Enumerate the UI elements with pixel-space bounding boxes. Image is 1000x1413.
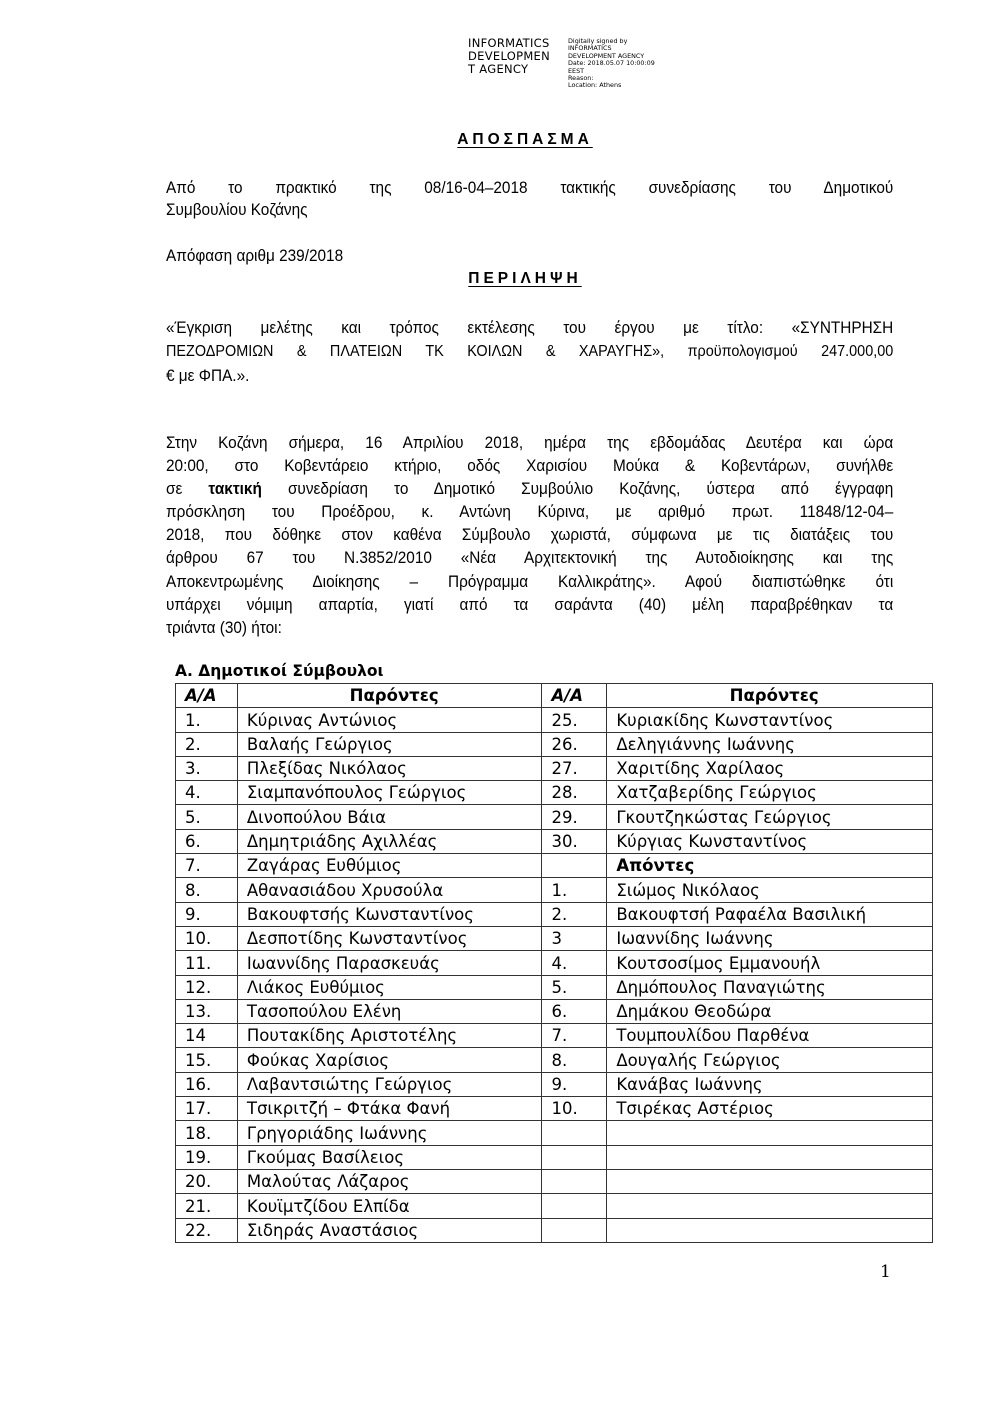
member-name: Κανάβας Ιωάννης <box>607 1072 933 1096</box>
member-name: Κύρινας Αντώνιος <box>237 708 542 732</box>
section-title: Α. Δημοτικοί Σύμβουλοι <box>175 662 384 680</box>
row-number: 6. <box>176 829 238 853</box>
member-name: Λιάκος Ευθύμιος <box>237 975 542 999</box>
row-number: 28. <box>542 781 607 805</box>
table-row <box>176 854 933 878</box>
row-number <box>542 1121 607 1145</box>
table-row <box>176 829 933 853</box>
council-members-table <box>175 683 933 1243</box>
table-row <box>176 926 933 950</box>
table-header-row <box>176 684 933 708</box>
member-name: Κουϊμτζίδου Ελπίδα <box>237 1194 542 1218</box>
document-heading: ΑΠΟΣΠΑΣΜΑ <box>457 131 593 148</box>
table-row <box>176 1048 933 1072</box>
row-number: 21. <box>176 1194 238 1218</box>
table-row <box>176 951 933 975</box>
member-name: Τουμπουλίδου Παρθένα <box>607 1024 933 1048</box>
member-name: Δημάκου Θεοδώρα <box>607 999 933 1023</box>
table-row <box>176 1169 933 1193</box>
row-number: 12. <box>176 975 238 999</box>
table-row <box>176 975 933 999</box>
table-row <box>176 1194 933 1218</box>
member-name <box>607 1169 933 1193</box>
intro-paragraph: Από το πρακτικό της 08/16-04–2018 τακτικής συνεδρίασης του Δημοτικού Συμβουλίου Κοζάνης <box>166 179 894 219</box>
member-name: Μαλούτας Λάζαρος <box>237 1169 542 1193</box>
absent-heading: Απόντες <box>607 854 933 878</box>
header-present: Παρόντες <box>237 684 542 708</box>
row-number: 9. <box>176 902 238 926</box>
row-number: 6. <box>542 999 607 1023</box>
row-number: 5. <box>542 975 607 999</box>
row-number: 27. <box>542 756 607 780</box>
row-number: 3. <box>176 756 238 780</box>
row-number: 8. <box>542 1048 607 1072</box>
member-name: Ιωαννίδης Παρασκευάς <box>237 951 542 975</box>
table-row <box>176 1121 933 1145</box>
member-name: Δεσποτίδης Κωνσταντίνος <box>237 926 542 950</box>
member-name: Κουτσοσίμος Εμμανουήλ <box>607 951 933 975</box>
summary-paragraph: «Έγκριση μελέτης και τρόπος εκτέλεσης του έργου με τίτλο: «ΣΥΝΤΗΡΗΣΗ ΠΕΖΟΔΡΟΜΙΩΝ & ΠΛΑΤΕΙΩΝ ΤΚ ΚΟΙΛΩΝ & ΧΑΡΑΥΓΗΣ», προϋπολογισμού 247.000,00 € με ΦΠΑ.». <box>166 319 894 385</box>
row-number: 2. <box>176 732 238 756</box>
member-name <box>607 1194 933 1218</box>
row-number: 2. <box>542 902 607 926</box>
member-name: Χατζαβερίδης Γεώργιος <box>607 781 933 805</box>
row-number: 13. <box>176 999 238 1023</box>
page-number: 1 <box>880 1262 891 1282</box>
decision-number: Απόφαση αριθμ 239/2018 <box>166 247 344 265</box>
member-name: Σιδηράς Αναστάσιος <box>237 1218 542 1242</box>
row-number <box>542 1145 607 1169</box>
table-row <box>176 708 933 732</box>
member-name: Λαβαντσιώτης Γεώργιος <box>237 1072 542 1096</box>
row-number: 7. <box>176 854 238 878</box>
member-name <box>607 1218 933 1242</box>
row-number: 14 <box>176 1024 238 1048</box>
header-number: Α/Α <box>176 684 238 708</box>
member-name: Δημητριάδης Αχιλλέας <box>237 829 542 853</box>
row-number: 3 <box>542 926 607 950</box>
row-number: 4. <box>542 951 607 975</box>
row-number: 19. <box>176 1145 238 1169</box>
row-number <box>542 854 607 878</box>
row-number: 4. <box>176 781 238 805</box>
row-number: 18. <box>176 1121 238 1145</box>
member-name: Χαριτίδης Χαρίλαος <box>607 756 933 780</box>
member-name: Πουτακίδης Αριστοτέλης <box>237 1024 542 1048</box>
row-number: 8. <box>176 878 238 902</box>
row-number <box>542 1194 607 1218</box>
member-name <box>607 1145 933 1169</box>
signature-details: Digitally signed by INFORMATICS DEVELOPMENT AGENCY Date: 2018.05.07 10:00:09 EEST Reason: Location: Athens <box>568 37 655 90</box>
signer-name: INFORMATICS DEVELOPMEN T AGENCY <box>468 36 551 76</box>
body-line-3: σε τακτική συνεδρίαση το Δημοτικό Συμβούλιο Κοζάνης, ύστερα από έγγραφη <box>166 480 894 499</box>
row-number: 5. <box>176 805 238 829</box>
member-name: Φούκας Χαρίσιος <box>237 1048 542 1072</box>
table-row <box>176 781 933 805</box>
member-name: Σιώμος Νικόλαος <box>607 878 933 902</box>
row-number: 17. <box>176 1097 238 1121</box>
member-name: Τσιρέκας Αστέριος <box>607 1097 933 1121</box>
member-name: Τσικριτζή – Φτάκα Φανή <box>237 1097 542 1121</box>
row-number: 22. <box>176 1218 238 1242</box>
member-name <box>607 1121 933 1145</box>
row-number: 7. <box>542 1024 607 1048</box>
row-number: 1. <box>542 878 607 902</box>
table-row <box>176 732 933 756</box>
member-name: Ιωαννίδης Ιωάννης <box>607 926 933 950</box>
member-name: Δουγαλής Γεώργιος <box>607 1048 933 1072</box>
table-row <box>176 999 933 1023</box>
member-name: Γκούμας Βασίλειος <box>237 1145 542 1169</box>
member-name: Βακουφτσής Κωνσταντίνος <box>237 902 542 926</box>
row-number: 15. <box>176 1048 238 1072</box>
member-name: Δημόπουλος Παναγιώτης <box>607 975 933 999</box>
member-name: Γρηγοριάδης Ιωάννης <box>237 1121 542 1145</box>
member-name: Κύργιας Κωνσταντίνος <box>607 829 933 853</box>
member-name: Γκουτζηκώστας Γεώργιος <box>607 805 933 829</box>
member-name: Κυριακίδης Κωνσταντίνος <box>607 708 933 732</box>
table-row <box>176 805 933 829</box>
row-number: 25. <box>542 708 607 732</box>
member-name: Δινοπούλου Βάια <box>237 805 542 829</box>
member-name: Δεληγιάννης Ιωάννης <box>607 732 933 756</box>
member-name: Αθανασιάδου Χρυσούλα <box>237 878 542 902</box>
row-number: 30. <box>542 829 607 853</box>
header-present: Παρόντες <box>607 684 933 708</box>
row-number: 1. <box>176 708 238 732</box>
summary-heading: ΠΕΡΙΛΗΨΗ <box>468 270 582 287</box>
table-row <box>176 1218 933 1242</box>
member-name: Ζαγάρας Ευθύμιος <box>237 854 542 878</box>
row-number: 11. <box>176 951 238 975</box>
header-number: Α/Α <box>542 684 607 708</box>
member-name: Πλεξίδας Νικόλαος <box>237 756 542 780</box>
row-number: 26. <box>542 732 607 756</box>
table-row <box>176 902 933 926</box>
table-row <box>176 756 933 780</box>
body-paragraph: Στην Κοζάνη σήμερα, 16 Απριλίου 2018, ημέρα της εβδομάδας Δευτέρα και ώρα 20:00, στο Κοβεντάρειο κτήριο, οδός Χαρισίου Μούκα & Κοβεντάρων, συνήλθε σε τακτική συνεδρίαση το Δημοτικό Συμβούλιο Κοζάνης, ύστερα από έγγραφη πρόσκληση του Προέδρου, κ. Αντώνη Κύρινα, με αριθμό πρωτ. 11848/12-04– 2018, που δόθηκε στον καθένα Σύμβουλο χωριστά, σύμφωνα με τις διατάξεις του άρθρου 67 του Ν.3852/2010 «Νέα Αρχιτεκτονική της Αυτοδιοίκησης και της Αποκεντρωμένης Διοίκησης – Πρόγραμμα Καλλικράτης». Αφού διαπιστώθηκε ότι υπάρχει νόμιμη απαρτία, γιατί από τα σαράντα (40) μέλη παραβρέθηκαν τα τριάντα (30) ήτοι: <box>166 434 894 637</box>
table-row <box>176 878 933 902</box>
digital-signature <box>468 37 655 90</box>
row-number: 16. <box>176 1072 238 1096</box>
table-row <box>176 1072 933 1096</box>
row-number: 20. <box>176 1169 238 1193</box>
row-number <box>542 1169 607 1193</box>
member-name: Βαλαής Γεώργιος <box>237 732 542 756</box>
row-number: 29. <box>542 805 607 829</box>
member-name: Σιαμπανόπουλος Γεώργιος <box>237 781 542 805</box>
row-number: 10. <box>176 926 238 950</box>
row-number: 10. <box>542 1097 607 1121</box>
member-name: Βακουφτσή Ραφαέλα Βασιλική <box>607 902 933 926</box>
member-name: Τασοπούλου Ελένη <box>237 999 542 1023</box>
row-number <box>542 1218 607 1242</box>
table-row <box>176 1097 933 1121</box>
row-number: 9. <box>542 1072 607 1096</box>
table-row <box>176 1024 933 1048</box>
table-row <box>176 1145 933 1169</box>
